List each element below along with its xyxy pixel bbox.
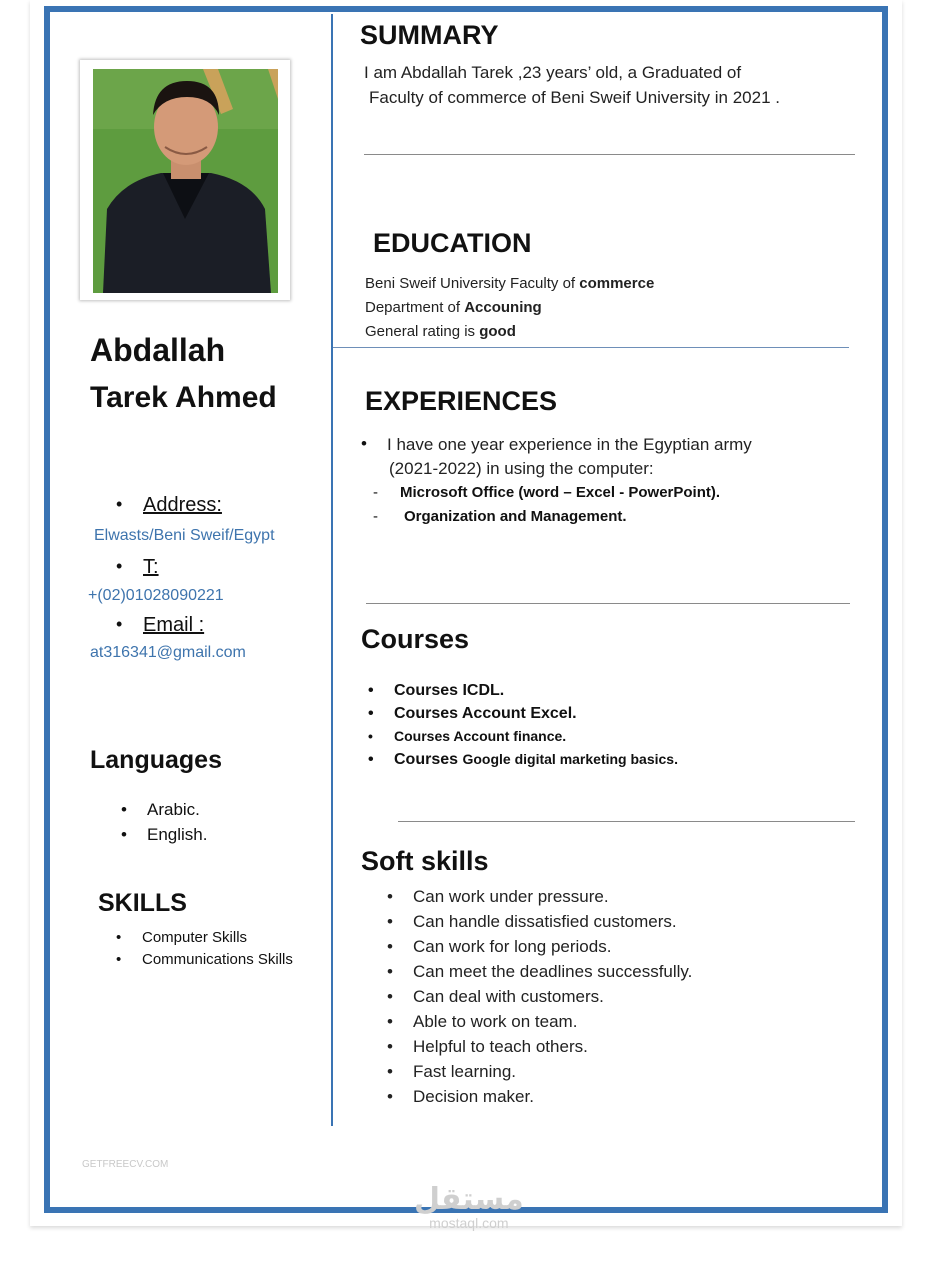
education-heading: EDUCATION bbox=[373, 228, 532, 258]
phone-bullet-icon: • bbox=[116, 556, 123, 576]
experience-bullet-icon: • bbox=[361, 434, 367, 453]
email-value: at316341@gmail.com bbox=[90, 644, 246, 661]
course-item: • Courses Account finance. bbox=[394, 725, 678, 748]
language-item: • English. bbox=[147, 822, 207, 847]
address-bullet-icon: • bbox=[116, 494, 123, 514]
column-divider bbox=[331, 14, 333, 1126]
phone-value: +(02)01028090221 bbox=[88, 587, 224, 604]
education-line-2: Department of Accouning bbox=[365, 299, 542, 316]
soft-skill-item: • Can deal with customers. bbox=[413, 984, 692, 1009]
skill-item: • Computer Skills bbox=[142, 927, 293, 949]
address-label: Address: bbox=[143, 494, 222, 516]
summary-line-1: I am Abdallah Tarek ,23 years’ old, a Graduated of bbox=[364, 63, 742, 82]
summary-divider bbox=[364, 154, 855, 155]
skill-item: • Communications Skills bbox=[142, 949, 293, 971]
skills-heading: SKILLS bbox=[98, 889, 187, 917]
soft-skill-item: • Can meet the deadlines successfully. bbox=[413, 959, 692, 984]
course-item: • Courses Account Excel. bbox=[394, 702, 678, 725]
profile-photo bbox=[93, 69, 278, 293]
education-block bbox=[365, 272, 654, 344]
email-bullet-icon: • bbox=[116, 614, 123, 634]
mostaql-logo-arabic: مستقل bbox=[414, 1183, 524, 1216]
soft-skill-item: • Can work under pressure. bbox=[413, 884, 692, 909]
mostaql-logo-url: mostaql.com bbox=[429, 1215, 509, 1231]
courses-heading: Courses bbox=[361, 624, 470, 654]
summary-line-2: Faculty of commerce of Beni Sweif University in 2021 . bbox=[369, 88, 780, 107]
courses-divider bbox=[398, 821, 855, 822]
person-first-name: Abdallah bbox=[90, 332, 226, 368]
email-label: Email : bbox=[143, 614, 205, 636]
soft-skills-list bbox=[413, 884, 692, 1109]
education-line-3: General rating is good bbox=[365, 323, 516, 340]
summary-heading: SUMMARY bbox=[360, 20, 499, 50]
education-divider bbox=[333, 347, 849, 348]
person-last-name: Tarek Ahmed bbox=[90, 381, 277, 414]
template-watermark: GETFREECV.COM bbox=[82, 1159, 169, 1170]
person-silhouette-icon bbox=[93, 69, 278, 293]
experience-line-1: I have one year experience in the Egyptian army bbox=[387, 435, 752, 454]
mostaql-logo bbox=[414, 1184, 524, 1230]
course-item: • Courses ICDL. bbox=[394, 679, 678, 702]
experience-sub-item: Microsoft Office (word – Excel - PowerPoint). bbox=[400, 484, 721, 501]
languages-list bbox=[147, 797, 207, 847]
language-item: • Arabic. bbox=[147, 797, 207, 822]
soft-skill-item: • Helpful to teach others. bbox=[413, 1034, 692, 1059]
languages-heading: Languages bbox=[90, 746, 222, 774]
course-item: • Courses Google digital marketing basics. bbox=[394, 748, 678, 771]
experience-sub-item: Organization and Management. bbox=[404, 508, 627, 525]
phone-label: T: bbox=[143, 556, 159, 578]
education-line-1: Beni Sweif University Faculty of commerce bbox=[365, 275, 655, 292]
soft-skill-item: • Decision maker. bbox=[413, 1084, 692, 1109]
soft-skill-item: • Can work for long periods. bbox=[413, 934, 692, 959]
soft-skill-item: • Fast learning. bbox=[413, 1059, 692, 1084]
address-value: Elwasts/Beni Sweif/Egypt bbox=[94, 527, 275, 544]
experiences-heading: EXPERIENCES bbox=[365, 386, 558, 416]
soft-skill-item: • Able to work on team. bbox=[413, 1009, 692, 1034]
experience-dash-icon: - bbox=[373, 508, 378, 525]
profile-photo-frame bbox=[80, 60, 290, 300]
soft-skill-item: • Can handle dissatisfied customers. bbox=[413, 909, 692, 934]
experiences-divider bbox=[366, 603, 850, 604]
experience-line-2: (2021-2022) in using the computer: bbox=[389, 459, 654, 478]
skills-list bbox=[142, 927, 293, 971]
soft-skills-heading: Soft skills bbox=[361, 846, 489, 876]
experience-dash-icon: - bbox=[373, 484, 378, 501]
courses-list bbox=[394, 679, 678, 771]
